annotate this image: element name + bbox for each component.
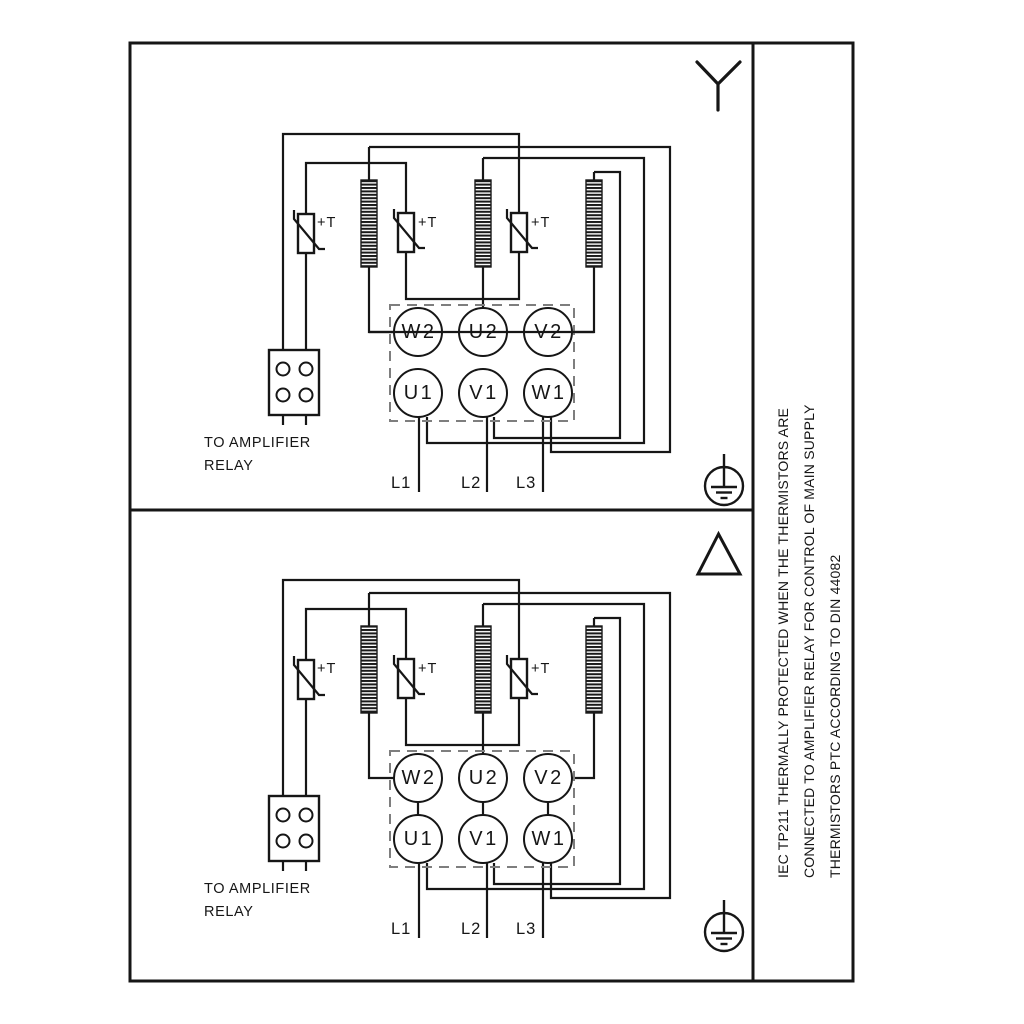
terminal-label-w2: W2 [401,321,437,343]
side-note-line3: THERMISTORS PTC ACCORDING TO DIN 44082 [827,554,843,878]
relay-caption-line2: RELAY [204,904,254,920]
supply-label-l1: L1 [391,920,412,938]
star-symbol [697,62,740,110]
supply-label-l3: L3 [516,920,537,938]
side-note [770,368,848,878]
thermistor-label-3: +T [531,215,551,231]
ground-icon [705,900,743,951]
terminal-label-w2: W2 [401,767,437,789]
thermistor-label-1: +T [317,661,337,677]
terminal-label-v2: V2 [534,767,564,789]
side-note-line1: IEC TP211 THERMALLY PROTECTED WHEN THE THERMISTORS ARE [775,407,791,878]
ground-icon [705,454,743,505]
supply-label-l2: L2 [461,474,482,492]
winding-coil-2 [475,180,491,267]
relay-caption-line1: TO AMPLIFIER [204,881,311,897]
terminal-label-v1: V1 [469,828,499,850]
terminal-label-v2: V2 [534,321,564,343]
relay-caption-line2: RELAY [204,458,254,474]
winding-coil-3 [586,626,602,713]
terminal-label-w1: W1 [531,382,567,404]
thermistor-label-1: +T [317,215,337,231]
relay-terminal-block [269,796,319,861]
thermistor-label-2: +T [418,661,438,677]
delta-panel [269,534,743,951]
supply-label-l2: L2 [461,920,482,938]
thermistor-label-2: +T [418,215,438,231]
terminal-label-u2: U2 [468,321,500,343]
thermistor-label-3: +T [531,661,551,677]
delta-symbol [698,534,740,574]
winding-coil-1 [361,626,377,713]
supply-label-l3: L3 [516,474,537,492]
terminal-label-u2: U2 [468,767,500,789]
winding-coil-1 [361,180,377,267]
side-note-line2: CONNECTED TO AMPLIFIER RELAY FOR CONTROL OF MAIN SUPPLY [801,404,817,878]
terminal-label-u1: U1 [403,382,435,404]
winding-coil-3 [586,180,602,267]
terminal-label-w1: W1 [531,828,567,850]
supply-label-l1: L1 [391,474,412,492]
relay-caption-line1: TO AMPLIFIER [204,435,311,451]
star-panel [269,62,743,505]
relay-terminal-block [269,350,319,415]
winding-coil-2 [475,626,491,713]
terminal-label-u1: U1 [403,828,435,850]
terminal-label-v1: V1 [469,382,499,404]
